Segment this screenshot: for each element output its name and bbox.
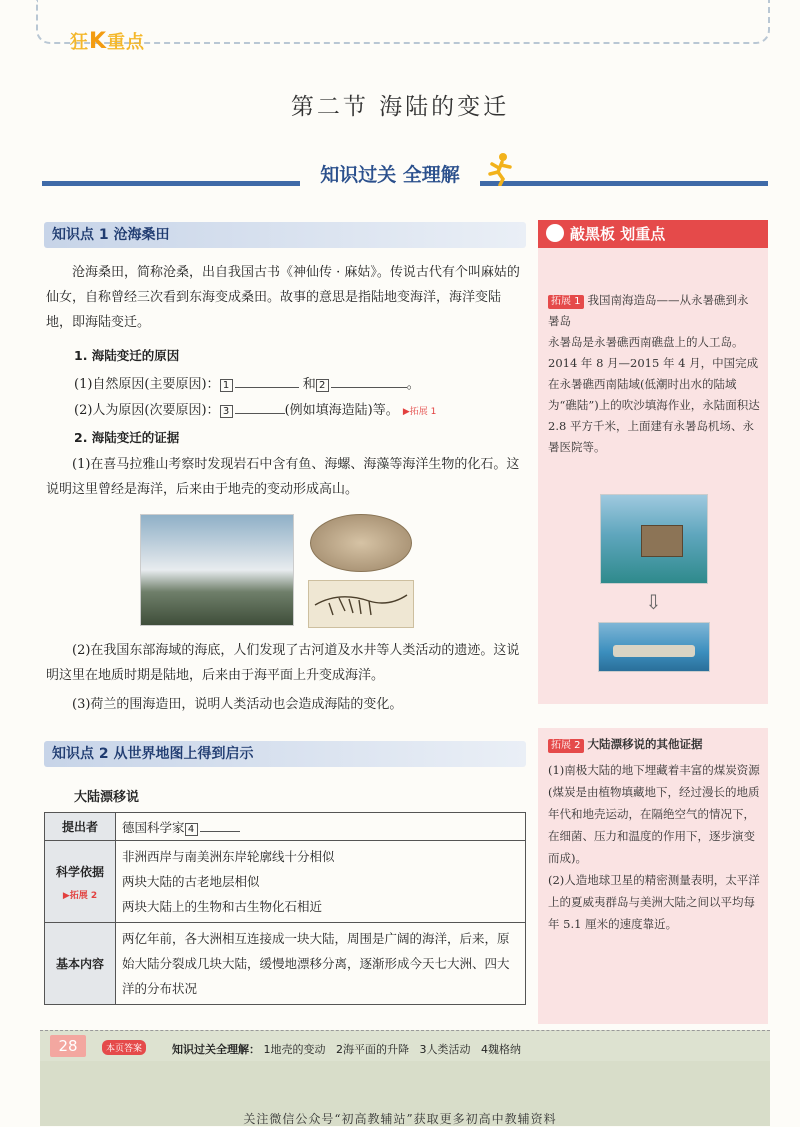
down-arrow-icon: ⇩ — [645, 590, 662, 614]
band-label: 知识过关 全理解 — [300, 160, 480, 192]
evidence-1: (1)在喜马拉雅山考察时发现岩石中含有鱼、海螺、海藻等海洋生物的化石。这说明这里曾经是海洋，后来由于地壳的变动形成高山。 — [46, 457, 520, 497]
row-content-value: 两亿年前，各大洲相互连接成一块大陆，周围是广阔的海洋，后来，原始大陆分裂成几块大陆，缓慢地漂移分离，逐渐形成今天七大洲、四大洋的分布状况 — [116, 923, 526, 1005]
continental-drift-table — [44, 812, 526, 1005]
extension-2-badge: 拓展 2 — [548, 739, 584, 753]
chalk-icon — [546, 224, 564, 242]
runner-icon — [486, 152, 516, 186]
kp1-title-bar: 知识点 1 沧海桑田 — [44, 222, 526, 248]
blank-number-3: 3 — [220, 405, 233, 418]
kp1-heading-evidence: 2. 海陆变迁的证据 — [74, 430, 180, 445]
page-number: 28 — [50, 1035, 86, 1057]
row-basis-value: 非洲西岸与南美洲东岸轮廓线十分相似 两块大陆的古老地层相似 两块大陆上的生物和古生物化石相近 — [116, 841, 526, 923]
row-content-header: 基本内容 — [45, 923, 116, 1005]
row-basis-header: 科学依据 ▶拓展 2 — [45, 841, 116, 923]
kp2-subtitle: 大陆漂移说 — [74, 790, 140, 805]
row-proposer-value: 德国科学家 4 — [116, 813, 526, 841]
island-photo — [598, 622, 710, 672]
blank-number-1: 1 — [220, 379, 233, 392]
kp2-title-bar: 知识点 2 从世界地图上得到启示 — [44, 741, 526, 767]
extension-2: 拓展 2 大陆漂移说的其他证据 (1)南极大陆的地下埋藏着丰富的煤炭资源(煤炭是由植物填藏地下，经过漫长的地质年代和地壳运动，在隔绝空气的情况下，在细菌、压力和温度的作用下，逐步演变而成)。 (2)人造地球卫星的精密测量表明，太平洋上的夏威夷群岛与美洲大陆之间以平均每年 5.1 厘米的速度靠近。 — [548, 737, 760, 931]
top-dashed-frame — [36, 0, 770, 44]
blank-number-4: 4 — [185, 823, 198, 836]
answer-badge: 本页答案 — [102, 1040, 146, 1055]
extension-1: 拓展 1 我国南海造岛——从永暑礁到永暑岛 永暑岛是永暑礁西南礁盘上的人工岛。2014 年 8 月—2015 年 4 月，中国完成在永暑礁西南陆域(低潮时出水的陆域为“礁陆”)上的吹沙填海作业，永陆面积达 2.8 平方千米，上面建有永暑岛机场、永暑医院等。 — [548, 293, 760, 454]
evidence-2: (2)在我国东部海域的海底，人们发现了古河道及水井等人类活动的遗迹。这说明这里在地质时期是陆地，后来由于海平面上升变成海洋。 — [46, 643, 520, 683]
sidebar-head: 敲黑板 划重点 — [538, 220, 768, 248]
cause-natural: (1)自然原因(主要原因)： 1 和 2 。 — [74, 373, 420, 392]
cause-human: (2)人为原因(次要原因)： 3 (例如填海造陆)等。 ▶拓展 1 — [74, 399, 436, 418]
section-title: 第二节 海陆的变迁 — [290, 94, 510, 120]
brand-logo: 狂K重点 — [70, 29, 146, 54]
wechat-note: 关注微信公众号“初高教辅站”获取更多初高中教辅资料 — [243, 1112, 557, 1126]
row-proposer-header: 提出者 — [45, 813, 116, 841]
ichthyosaur-fossil-image — [308, 580, 414, 628]
blank-number-2: 2 — [316, 379, 329, 392]
evidence-3: (3)荷兰的围海造田，说明人类活动也会造成海陆的变化。 — [72, 697, 403, 712]
extension-1-link[interactable]: ▶拓展 1 — [402, 407, 437, 417]
kp1-intro: 沧海桑田，简称沧桑，出自我国古书《神仙传 · 麻姑》。传说古代有个叫麻姑的仙女，自称曾经三次看到东海变成桑田。故事的意思是指陆地变海洋，海洋变陆地，即海陆变迁。 — [46, 265, 520, 330]
fish-fossil-image — [310, 514, 412, 572]
answer-line: 知识过关全理解： 1地壳的变动 2海平面的升降 3人类活动 4魏格纳 — [172, 1043, 521, 1056]
extension-2-link[interactable]: ▶拓展 2 — [62, 890, 98, 901]
himalaya-photo — [140, 514, 294, 626]
reef-photo — [600, 494, 708, 584]
extension-1-badge: 拓展 1 — [548, 295, 584, 309]
kp1-heading-causes: 1. 海陆变迁的原因 — [74, 348, 180, 363]
